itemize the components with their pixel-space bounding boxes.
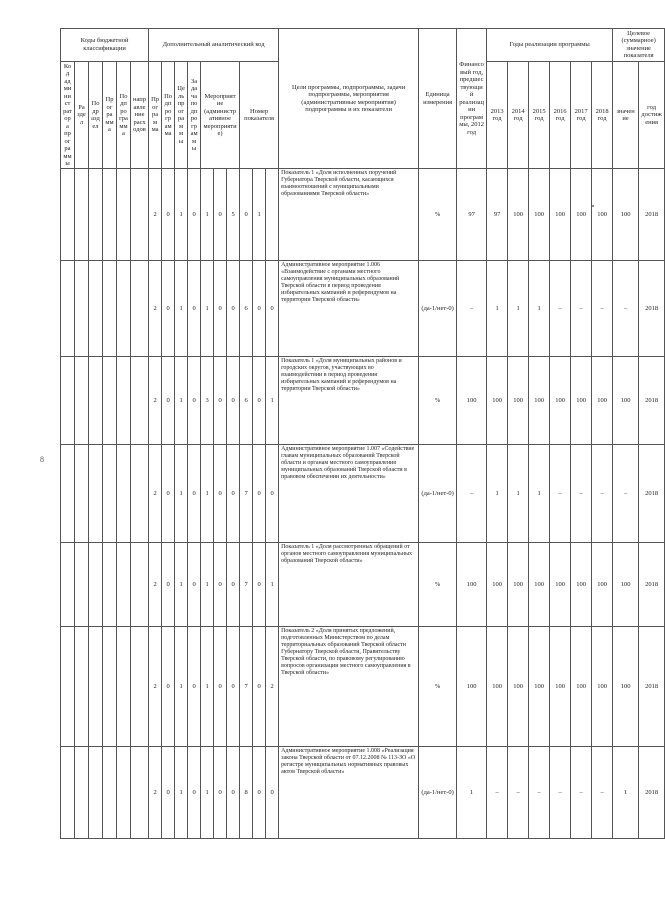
budget-code-cell [75, 169, 89, 261]
unit-cell: % [419, 169, 457, 261]
budget-code-cell [117, 445, 131, 543]
analytic-code-digit: 0 [188, 445, 201, 543]
analytic-code-digit: 0 [188, 543, 201, 627]
budget-code-cell [117, 543, 131, 627]
subsection-header: Подраздел [89, 61, 103, 169]
value-2013: 1 [487, 445, 508, 543]
analytic-code-digit: 1 [175, 445, 188, 543]
year-2017-header: 2017 год [571, 61, 592, 169]
base-year-value: – [457, 445, 487, 543]
value-2016: 100 [550, 627, 571, 747]
base-year-value: 100 [457, 357, 487, 445]
value-2016: – [550, 445, 571, 543]
budget-code-cell [89, 445, 103, 543]
value-2017: 100 [571, 627, 592, 747]
program-code-header: Программа [103, 61, 117, 169]
value-2017: 100 [571, 357, 592, 445]
budget-code-cell [75, 627, 89, 747]
value-2013: 97 [487, 169, 508, 261]
budget-code-cell [117, 627, 131, 747]
value-2013: 100 [487, 627, 508, 747]
analytic-code-header: Дополнительный аналитический код [149, 29, 279, 62]
budget-code-cell [131, 445, 149, 543]
budget-code-cell [117, 357, 131, 445]
base-year-header: Финансовый год, предшествующий реализации программы, 2012 год [457, 29, 487, 169]
target-value: 100 [613, 543, 639, 627]
unit-cell: % [419, 627, 457, 747]
value-2015: – [529, 747, 550, 839]
value-2013: – [487, 747, 508, 839]
expense-direction-header: направление расходов [131, 61, 149, 169]
year-2014-header: 2014 год [508, 61, 529, 169]
value-2013: 100 [487, 543, 508, 627]
analytic-code-digit: 2 [149, 627, 162, 747]
budget-code-cell [61, 261, 75, 357]
analytic-code-digit: 2 [149, 261, 162, 357]
budget-code-cell [131, 357, 149, 445]
table-row [61, 543, 665, 627]
analytic-code-digit: 0 [214, 169, 227, 261]
value-2016: – [550, 747, 571, 839]
value-2016: 100 [550, 357, 571, 445]
value-2015: 1 [529, 445, 550, 543]
unit-cell: (да-1/нет-0) [419, 747, 457, 839]
unit-cell: % [419, 543, 457, 627]
analytic-code-digit: 0 [188, 261, 201, 357]
analytic-code-digit: 0 [253, 445, 266, 543]
goal-description: Административное мероприятие 1.007 «Содействие главам муниципальных образований Тверской области и органам местного самоуправления муниципальных образований Тверской области в правовом обеспечении их деятельности» [279, 445, 419, 543]
target-value-header: значение [613, 61, 639, 169]
analytic-code-digit: 0 [227, 261, 240, 357]
analytic-subprogram-header: Подпрограмма [162, 61, 175, 169]
budget-code-cell [89, 169, 103, 261]
analytic-code-digit: 1 [201, 261, 214, 357]
value-2014: – [508, 747, 529, 839]
target-year: 2018 [639, 357, 665, 445]
analytic-code-digit: 1 [201, 445, 214, 543]
goal-description: Показатель 1 «Доля исполненных поручений Губернатора Тверской области, касающихся взаимоотношений с муниципальными образованиями Тверской области» [279, 169, 419, 261]
budget-code-cell [131, 169, 149, 261]
analytic-code-digit: 6 [240, 261, 253, 357]
analytic-code-digit: 0 [162, 747, 175, 839]
goal-description: Административное мероприятие 1.008 «Реализация закона Тверской области от 07.12.2008 № 113-ЗО «О регистре муниципальных нормативных правовых актов Тверской области» [279, 747, 419, 839]
target-year: 2018 [639, 543, 665, 627]
analytic-code-digit: 0 [214, 357, 227, 445]
unit-cell: (да-1/нет-0) [419, 261, 457, 357]
year-2015-header: 2015 год [529, 61, 550, 169]
analytic-code-digit: 6 [240, 357, 253, 445]
analytic-code-digit: 0 [227, 357, 240, 445]
unit-cell: (да-1/нет-0) [419, 445, 457, 543]
value-2016: 100 [550, 543, 571, 627]
target-value: 1 [613, 747, 639, 839]
year-2016-header: 2016 год [550, 61, 571, 169]
analytic-code-digit: 2 [149, 543, 162, 627]
analytic-code-digit: 0 [227, 543, 240, 627]
analytic-code-digit: 7 [240, 543, 253, 627]
value-2014: 100 [508, 627, 529, 747]
analytic-code-digit: 1 [175, 543, 188, 627]
value-2015: 100 [529, 169, 550, 261]
value-2018: – [592, 445, 613, 543]
budget-code-cell [61, 357, 75, 445]
value-2017: – [571, 747, 592, 839]
analytic-code-digit: 0 [188, 357, 201, 445]
budget-code-cell [61, 445, 75, 543]
budget-code-cell [75, 445, 89, 543]
analytic-code-digit: 1 [175, 627, 188, 747]
value-2014: 100 [508, 543, 529, 627]
table-row [61, 445, 665, 543]
analytic-code-digit: 2 [149, 747, 162, 839]
analytic-code-digit: 0 [227, 747, 240, 839]
budget-code-cell [103, 445, 117, 543]
analytic-program-header: Программа [149, 61, 162, 169]
analytic-code-digit: 1 [175, 169, 188, 261]
analytic-code-digit: 5 [227, 169, 240, 261]
budget-code-cell [103, 627, 117, 747]
target-value: – [613, 261, 639, 357]
analytic-code-digit: 0 [188, 747, 201, 839]
base-year-value: 97 [457, 169, 487, 261]
value-2017: – [571, 261, 592, 357]
target-value: 100 [613, 357, 639, 445]
budget-code-cell [75, 747, 89, 839]
value-2015: 100 [529, 357, 550, 445]
value-2018: – [592, 747, 613, 839]
year-2013-header: 2013 год [487, 61, 508, 169]
budget-code-cell [131, 627, 149, 747]
budget-code-cell [103, 747, 117, 839]
base-year-value: 100 [457, 543, 487, 627]
year-2018-header: 2018 год [592, 61, 613, 169]
analytic-code-digit: 1 [175, 747, 188, 839]
unit-cell: % [419, 357, 457, 445]
goals-header: Цели программы, подпрограммы, задачи подпрограммы, мероприятия (административные мероприятия) подпрограммы и их показатели [279, 29, 419, 169]
analytic-code-digit: 3 [201, 357, 214, 445]
goal-description: Показатель 1 «Доля рассмотренных обращений от органов местного самоуправления муниципальных образований Тверской области» [279, 543, 419, 627]
analytic-code-digit: 1 [266, 357, 279, 445]
target-value: 100 [613, 169, 639, 261]
analytic-code-digit: 0 [162, 261, 175, 357]
budget-code-cell [131, 261, 149, 357]
budget-code-cell [61, 169, 75, 261]
analytic-code-digit: 0 [214, 747, 227, 839]
budget-code-cell [75, 543, 89, 627]
base-year-value: 100 [457, 627, 487, 747]
analytic-code-digit: 0 [253, 261, 266, 357]
value-2016: 100 [550, 169, 571, 261]
analytic-code-digit: 1 [201, 627, 214, 747]
value-2017: – [571, 445, 592, 543]
budget-code-cell [103, 357, 117, 445]
analytic-code-digit: 7 [240, 627, 253, 747]
analytic-code-digit: 0 [227, 627, 240, 747]
analytic-measure-header: Мероприятие (административное мероприятие) [201, 61, 240, 169]
budget-code-cell [117, 169, 131, 261]
analytic-code-digit: 8 [240, 747, 253, 839]
value-2018: 100 [592, 543, 613, 627]
value-2018: 100 [592, 169, 613, 261]
value-2014: 1 [508, 261, 529, 357]
budget-code-cell [131, 543, 149, 627]
analytic-code-digit: 0 [266, 445, 279, 543]
analytic-code-digit: 0 [162, 357, 175, 445]
analytic-code-digit: 0 [188, 169, 201, 261]
analytic-code-digit: 0 [214, 543, 227, 627]
analytic-code-digit: 1 [175, 357, 188, 445]
analytic-code-digit: 0 [227, 445, 240, 543]
target-year: 2018 [639, 261, 665, 357]
budget-code-cell [117, 747, 131, 839]
analytic-goal-header: Цель программы [175, 61, 188, 169]
value-2013: 1 [487, 261, 508, 357]
indicator-number-header: Номер показателя [240, 61, 279, 169]
analytic-task-header: Задача подпрограммы [188, 61, 201, 169]
base-year-value: – [457, 261, 487, 357]
base-year-value: 1 [457, 747, 487, 839]
goal-description: Показатель 2 «Доля принятых предложений, подготовленных Министерством по делам территориальных образований Тверской области Губернатору Тверской области, Правительству Тверской области, по правовому регулированию вопросов организации местного самоуправления в Тверской области» [279, 627, 419, 747]
value-2017: 100 [571, 169, 592, 261]
analytic-code-digit: 0 [214, 445, 227, 543]
analytic-code-digit: 0 [240, 169, 253, 261]
analytic-code-digit: 2 [266, 627, 279, 747]
target-year: 2018 [639, 627, 665, 747]
value-2015: 100 [529, 627, 550, 747]
value-2014: 100 [508, 357, 529, 445]
budget-code-cell [75, 261, 89, 357]
analytic-code-digit [266, 169, 279, 261]
analytic-code-digit: 1 [266, 543, 279, 627]
target-value: 100 [613, 627, 639, 747]
years-header: Годы реализации программы [487, 29, 613, 62]
budget-code-cell [61, 627, 75, 747]
target-year: 2018 [639, 169, 665, 261]
analytic-code-digit: 0 [266, 261, 279, 357]
analytic-code-digit: 0 [266, 747, 279, 839]
budget-code-cell [89, 261, 103, 357]
table-row [61, 627, 665, 747]
value-2014: 100 [508, 169, 529, 261]
value-2016: – [550, 261, 571, 357]
analytic-code-digit: 0 [253, 627, 266, 747]
analytic-code-digit: 0 [162, 169, 175, 261]
table-row [61, 357, 665, 445]
value-2015: 100 [529, 543, 550, 627]
analytic-code-digit: 1 [201, 747, 214, 839]
goal-description: Показатель 1 «Доля муниципальных районов и городских округов, участвующих во взаимодействии в период проведения избирательных кампаний и референдумов на территории Тверской области» [279, 357, 419, 445]
budget-code-cell [131, 747, 149, 839]
analytic-code-digit: 0 [162, 543, 175, 627]
budget-code-cell [89, 627, 103, 747]
budget-code-cell [75, 357, 89, 445]
analytic-code-digit: 2 [149, 357, 162, 445]
analytic-code-digit: 0 [188, 627, 201, 747]
table-row [61, 169, 665, 261]
analytic-code-digit: 2 [149, 445, 162, 543]
value-2018: 100 [592, 357, 613, 445]
budget-code-cell [61, 747, 75, 839]
value-2017: 100 [571, 543, 592, 627]
budget-code-cell [103, 261, 117, 357]
table-row [61, 261, 665, 357]
analytic-code-digit: 1 [253, 169, 266, 261]
analytic-code-digit: 0 [162, 445, 175, 543]
budget-code-cell [103, 169, 117, 261]
analytic-code-digit: 1 [175, 261, 188, 357]
analytic-code-digit: 1 [201, 543, 214, 627]
value-2018: 100 [592, 627, 613, 747]
analytic-code-digit: 0 [253, 357, 266, 445]
section-header: Раздел [75, 61, 89, 169]
analytic-code-digit: 0 [253, 543, 266, 627]
budget-code-cell [61, 543, 75, 627]
budget-codes-header: Коды бюджетной классификации [61, 29, 149, 62]
table-row [61, 747, 665, 839]
analytic-code-digit: 1 [201, 169, 214, 261]
budget-code-cell [89, 543, 103, 627]
budget-code-cell [89, 747, 103, 839]
analytic-code-digit: 0 [214, 261, 227, 357]
value-2014: 1 [508, 445, 529, 543]
value-2013: 100 [487, 357, 508, 445]
target-year-header: год достижения [639, 61, 665, 169]
value-2015: 1 [529, 261, 550, 357]
page-number: 8 [40, 455, 44, 464]
program-indicators-table [60, 28, 665, 839]
value-2018: – [592, 261, 613, 357]
budget-code-cell [117, 261, 131, 357]
analytic-code-digit: 0 [253, 747, 266, 839]
budget-code-cell [89, 357, 103, 445]
budget-code-cell [103, 543, 117, 627]
analytic-code-digit: 2 [149, 169, 162, 261]
analytic-code-digit: 7 [240, 445, 253, 543]
analytic-code-digit: 0 [214, 627, 227, 747]
target-year: 2018 [639, 445, 665, 543]
target-header: Целевое (суммарное) значение показателя [613, 29, 665, 62]
admin-code-header: Код администратора программы [61, 61, 75, 169]
goal-description: Административное мероприятие 1.006 «Взаимодействие с органами местного самоуправления муниципальных образований Тверской области в период проведения избирательных кампаний и референдумов на территории Тверской области» [279, 261, 419, 357]
analytic-code-digit: 0 [162, 627, 175, 747]
target-year: 2018 [639, 747, 665, 839]
target-value: – [613, 445, 639, 543]
subprogram-code-header: Подпрограмма [117, 61, 131, 169]
unit-header: Единица измерения [419, 29, 457, 169]
